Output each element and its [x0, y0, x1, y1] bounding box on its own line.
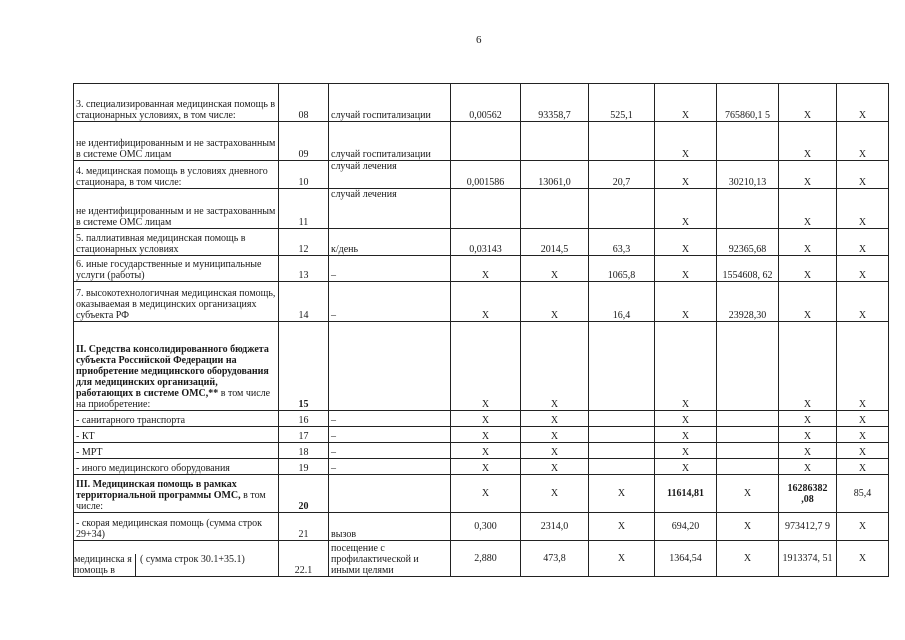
row-name-left: медицинска я помощь в — [74, 554, 136, 576]
cell: X — [521, 411, 589, 427]
cell: 1364,54 — [655, 541, 717, 577]
cell: 92365,68 — [717, 229, 779, 256]
cell: 30210,13 — [717, 161, 779, 189]
cell: 23928,30 — [717, 282, 779, 322]
cell: X — [837, 256, 889, 282]
row-name: 5. паллиативная медицинская помощь в стационарных условиях — [74, 229, 279, 256]
cell: 973412,7 9 — [779, 513, 837, 541]
row-unit — [329, 475, 451, 513]
cell — [717, 443, 779, 459]
row-unit: – — [329, 459, 451, 475]
row-name-split — [74, 554, 278, 576]
cell: X — [837, 541, 889, 577]
cell: X — [779, 322, 837, 411]
cell: X — [521, 322, 589, 411]
table-row — [74, 475, 889, 513]
cell: X — [837, 189, 889, 229]
cell: X — [837, 411, 889, 427]
cell: X — [589, 541, 655, 577]
cell — [589, 459, 655, 475]
row-name — [74, 475, 279, 513]
cell: X — [837, 459, 889, 475]
cell: X — [451, 322, 521, 411]
row-code: 20 — [279, 475, 329, 513]
cell: X — [655, 282, 717, 322]
cell — [589, 322, 655, 411]
cell: X — [655, 189, 717, 229]
cell: 1913374, 51 — [779, 541, 837, 577]
cell: 0,300 — [451, 513, 521, 541]
row-unit: – — [329, 256, 451, 282]
cell: X — [451, 443, 521, 459]
cell: 1554608, 62 — [717, 256, 779, 282]
table-row — [74, 541, 889, 577]
row-code: 19 — [279, 459, 329, 475]
row-name: не идентифицированным и не застрахованным в системе ОМС лицам — [74, 122, 279, 161]
cell: X — [655, 256, 717, 282]
cell: X — [779, 459, 837, 475]
cell: X — [521, 459, 589, 475]
row-code: 13 — [279, 256, 329, 282]
row-name: - МРТ — [74, 443, 279, 459]
cell: X — [655, 84, 717, 122]
section-heading-tail: в том числе на приобретение: — [76, 388, 271, 410]
row-code: 12 — [279, 229, 329, 256]
cell: X — [779, 161, 837, 189]
cell: X — [521, 427, 589, 443]
row-code: 14 — [279, 282, 329, 322]
table-row — [74, 161, 889, 189]
cell: X — [837, 322, 889, 411]
cell: X — [779, 229, 837, 256]
row-code: 10 — [279, 161, 329, 189]
table-row — [74, 229, 889, 256]
row-unit: вызов — [329, 513, 451, 541]
row-name: не идентифицированным и не застрахованным в системе ОМС лицам — [74, 189, 279, 229]
cell: X — [837, 229, 889, 256]
row-name-right: ( сумма строк 30.1+35.1) — [140, 554, 245, 565]
table-row — [74, 322, 889, 411]
cell: X — [779, 84, 837, 122]
row-name: 3. специализированная медицинская помощь в стационарных условиях, в том числе: — [74, 84, 279, 122]
row-unit: – — [329, 411, 451, 427]
cell: X — [589, 475, 655, 513]
row-code: 22.1 — [279, 541, 329, 577]
table-row — [74, 411, 889, 427]
row-code: 21 — [279, 513, 329, 541]
cell — [589, 411, 655, 427]
row-code: 16 — [279, 411, 329, 427]
row-name: - КТ — [74, 427, 279, 443]
row-name: - скорая медицинская помощь (сумма строк 29+34) — [74, 513, 279, 541]
page-number: 6 — [476, 34, 482, 46]
row-name: 7. высокотехнологичная медицинская помощь, оказываемая в медицинских организациях субъекта РФ — [74, 282, 279, 322]
cell — [717, 189, 779, 229]
row-code: 18 — [279, 443, 329, 459]
cell: 20,7 — [589, 161, 655, 189]
cell: X — [837, 122, 889, 161]
cell: X — [655, 122, 717, 161]
row-name — [74, 322, 279, 411]
cell: 525,1 — [589, 84, 655, 122]
cell — [521, 122, 589, 161]
cell: X — [717, 541, 779, 577]
cell — [521, 189, 589, 229]
cell: X — [655, 161, 717, 189]
row-code: 08 — [279, 84, 329, 122]
cell: X — [837, 282, 889, 322]
cell — [717, 459, 779, 475]
row-name — [74, 541, 279, 577]
cell — [717, 322, 779, 411]
cell: 0,00562 — [451, 84, 521, 122]
cell: 0,001586 — [451, 161, 521, 189]
cell: 11614,81 — [655, 475, 717, 513]
cell: X — [451, 256, 521, 282]
cell: X — [521, 475, 589, 513]
cell: 765860,1 5 — [717, 84, 779, 122]
cell: X — [655, 229, 717, 256]
row-name: 4. медицинская помощь в условиях дневного стационара, в том числе: — [74, 161, 279, 189]
cell: X — [451, 459, 521, 475]
row-code: 15 — [279, 322, 329, 411]
cell: X — [589, 513, 655, 541]
table-row — [74, 256, 889, 282]
table-row — [74, 189, 889, 229]
table-row — [74, 443, 889, 459]
cell: 694,20 — [655, 513, 717, 541]
table-row — [74, 84, 889, 122]
row-unit: случай госпитализации — [329, 84, 451, 122]
row-name: 6. иные государственные и муниципальные услуги (работы) — [74, 256, 279, 282]
cell: X — [779, 411, 837, 427]
cell: X — [779, 256, 837, 282]
cell: 16,4 — [589, 282, 655, 322]
cell: X — [779, 122, 837, 161]
financing-table — [73, 83, 889, 577]
cell: X — [837, 161, 889, 189]
cell: 63,3 — [589, 229, 655, 256]
cell — [451, 122, 521, 161]
row-code: 09 — [279, 122, 329, 161]
cell: 93358,7 — [521, 84, 589, 122]
cell — [451, 189, 521, 229]
cell: X — [451, 427, 521, 443]
cell: X — [779, 189, 837, 229]
table-row — [74, 282, 889, 322]
row-unit: случай госпитализации — [329, 122, 451, 161]
cell: X — [779, 443, 837, 459]
table-row — [74, 459, 889, 475]
cell: 1065,8 — [589, 256, 655, 282]
table-row — [74, 122, 889, 161]
cell: X — [837, 84, 889, 122]
cell: X — [655, 443, 717, 459]
cell: X — [451, 411, 521, 427]
cell: X — [451, 475, 521, 513]
row-unit: – — [329, 443, 451, 459]
cell: 2014,5 — [521, 229, 589, 256]
cell: 473,8 — [521, 541, 589, 577]
row-unit: к/день — [329, 229, 451, 256]
cell — [589, 443, 655, 459]
cell: X — [655, 411, 717, 427]
cell — [717, 411, 779, 427]
cell: X — [837, 513, 889, 541]
cell: X — [779, 282, 837, 322]
cell: 2314,0 — [521, 513, 589, 541]
cell — [589, 122, 655, 161]
row-code: 17 — [279, 427, 329, 443]
cell: 16286382 ,08 — [779, 475, 837, 513]
cell: X — [779, 427, 837, 443]
cell — [589, 427, 655, 443]
cell: X — [655, 459, 717, 475]
row-unit: посещение с профилактической и иными целями — [329, 541, 451, 577]
row-unit: – — [329, 282, 451, 322]
cell: 13061,0 — [521, 161, 589, 189]
cell: X — [717, 475, 779, 513]
cell — [717, 122, 779, 161]
cell: X — [451, 282, 521, 322]
row-unit: случай лечения — [329, 189, 451, 229]
cell: X — [655, 322, 717, 411]
cell: X — [521, 443, 589, 459]
table-row — [74, 513, 889, 541]
section-heading: III. Медицинская помощь в рамках территориальной программы ОМС, — [76, 479, 241, 501]
cell: X — [521, 256, 589, 282]
row-unit — [329, 322, 451, 411]
row-unit: случай лечения — [329, 161, 451, 189]
table-row — [74, 427, 889, 443]
cell: X — [717, 513, 779, 541]
cell: X — [521, 282, 589, 322]
section-heading: II. Средства консолидированного бюджета субъекта Российской Федерации на приобретение медицинского оборудования для медицинских организаций, работающих в системе ОМС,** — [76, 344, 269, 399]
cell: 85,4 — [837, 475, 889, 513]
cell: X — [837, 427, 889, 443]
row-unit: – — [329, 427, 451, 443]
row-name: - санитарного транспорта — [74, 411, 279, 427]
cell: X — [655, 427, 717, 443]
cell — [717, 427, 779, 443]
cell — [589, 189, 655, 229]
cell: X — [837, 443, 889, 459]
cell: 0,03143 — [451, 229, 521, 256]
row-name: - иного медицинского оборудования — [74, 459, 279, 475]
cell: 2,880 — [451, 541, 521, 577]
section-heading-tail: в том числе: — [76, 490, 266, 512]
row-code: 11 — [279, 189, 329, 229]
